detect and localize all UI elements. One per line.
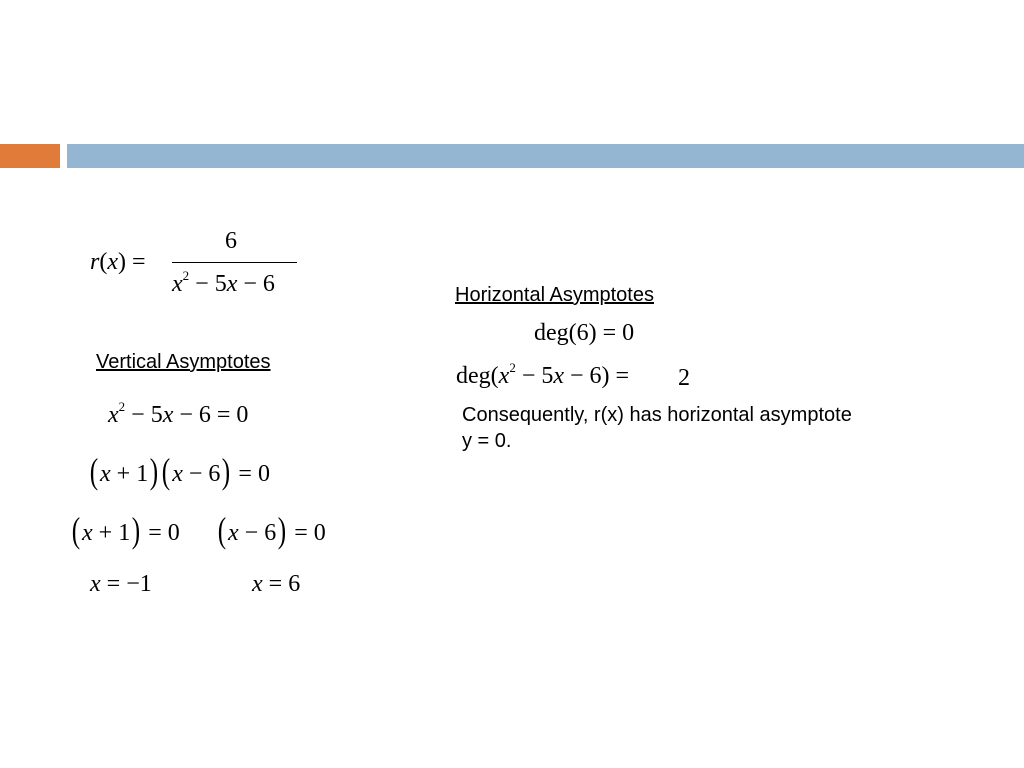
accent-bar-blue	[67, 144, 1024, 168]
vertical-step-4a: x = −1	[90, 571, 152, 597]
function-lhs: r(x) =	[90, 249, 146, 275]
function-denominator: $x^2 - 5x - 6$	[172, 268, 275, 297]
vertical-step-3b: (x − 6) = 0	[217, 510, 326, 550]
accent-bar-orange	[0, 144, 60, 168]
vertical-step-2: (x + 1) (x − 6) = 0	[89, 451, 270, 491]
degree-numerator: deg(6) = 0	[534, 320, 635, 346]
horizontal-asymptotes-heading: Horizontal Asymptotes	[455, 284, 654, 306]
function-numerator: 6	[225, 228, 237, 254]
fraction-line	[172, 262, 297, 263]
vertical-asymptotes-heading: Vertical Asymptotes	[96, 351, 271, 373]
vertical-step-3a: (x + 1) = 0	[71, 510, 180, 550]
vertical-step-1: $x^2 - 5x - 6 = 0$	[108, 399, 249, 428]
degree-denominator: $deg(x^2 - 5x - 6)$ =	[456, 360, 630, 389]
vertical-step-4b: x = 6	[252, 571, 301, 597]
horizontal-conclusion: Consequently, r(x) has horizontal asymptote y = 0.	[462, 404, 852, 452]
degree-denominator-value: 2	[678, 365, 690, 391]
